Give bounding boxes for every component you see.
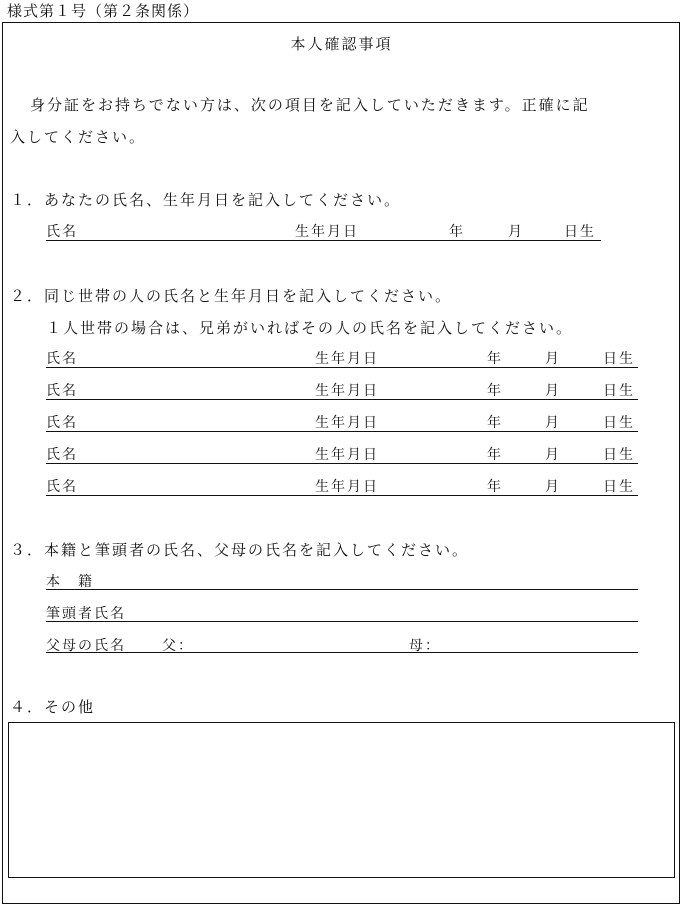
row-underline: [46, 495, 638, 496]
month-label: 月: [545, 415, 561, 431]
section-2-subheading: １人世帯の場合は、兄弟がいればその人の氏名を記入してください。: [46, 319, 574, 337]
birthdate-label: 生年月日: [315, 351, 379, 367]
father-label: 父：: [162, 638, 194, 654]
birthdate-label: 生年月日: [295, 224, 359, 240]
name-label: 氏名: [46, 383, 78, 399]
section-4-heading: ４．その他: [10, 698, 96, 716]
name-label: 氏名: [46, 479, 78, 495]
day-label: 日生: [603, 479, 635, 495]
section-3-heading: ３．本籍と筆頭者の氏名、父母の氏名を記入してください。: [10, 541, 470, 559]
month-label: 月: [545, 351, 561, 367]
month-label: 月: [545, 447, 561, 463]
honseki-label: 本 籍: [46, 574, 94, 590]
month-label: 月: [545, 479, 561, 495]
row-underline: [46, 463, 638, 464]
day-label: 日生: [603, 447, 635, 463]
day-label: 日生: [603, 351, 635, 367]
name-label: 氏名: [46, 351, 78, 367]
household-head-label: 筆頭者氏名: [46, 606, 126, 622]
section-1-heading: １．あなたの氏名、生年月日を記入してください。: [10, 191, 402, 209]
month-label: 月: [545, 383, 561, 399]
mother-label: 母：: [409, 638, 441, 654]
form-title: 本人確認事項: [290, 35, 393, 53]
birthdate-label: 生年月日: [315, 479, 379, 495]
name-label: 氏名: [46, 415, 78, 431]
year-label: 年: [487, 447, 503, 463]
other-textarea[interactable]: [8, 722, 675, 878]
name-label: 氏名: [46, 447, 78, 463]
name-label: 氏名: [46, 224, 78, 240]
parents-label: 父母の氏名: [46, 638, 126, 654]
household-head-underline: [46, 621, 638, 622]
section-2-heading: ２．同じ世帯の人の氏名と生年月日を記入してください。: [10, 287, 453, 305]
day-label: 日生: [564, 224, 596, 240]
form-number: 様式第１号（第２条関係）: [7, 2, 200, 20]
intro-line-2: 入してください。: [10, 128, 147, 146]
section-1-underline: [46, 240, 601, 241]
row-underline: [46, 399, 638, 400]
birthdate-label: 生年月日: [315, 383, 379, 399]
honseki-underline: [46, 589, 638, 590]
row-underline: [46, 367, 638, 368]
year-label: 年: [487, 351, 503, 367]
year-label: 年: [487, 479, 503, 495]
intro-line-1: 身分証をお持ちでない方は、次の項目を記入していただきます。正確に記: [30, 96, 590, 114]
month-label: 月: [508, 224, 524, 240]
day-label: 日生: [603, 383, 635, 399]
day-label: 日生: [603, 415, 635, 431]
parents-underline: [46, 652, 638, 653]
year-label: 年: [487, 383, 503, 399]
year-label: 年: [487, 415, 503, 431]
year-label: 年: [449, 224, 465, 240]
birthdate-label: 生年月日: [315, 447, 379, 463]
birthdate-label: 生年月日: [315, 415, 379, 431]
row-underline: [46, 431, 638, 432]
